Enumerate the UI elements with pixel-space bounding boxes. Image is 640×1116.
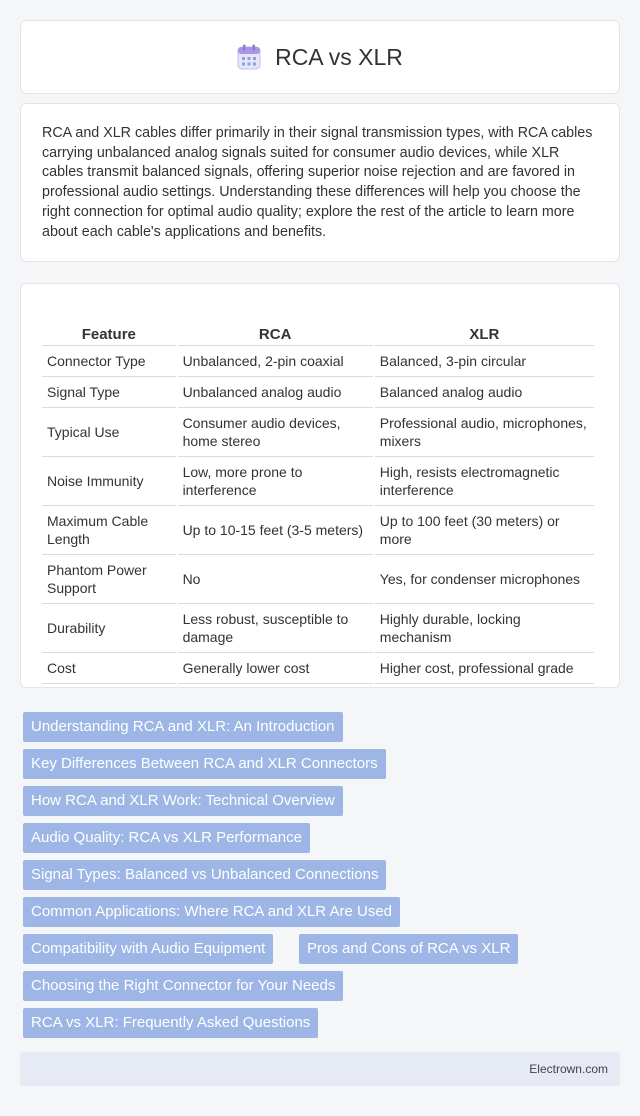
feature-cell: Cost bbox=[42, 653, 176, 684]
toc-link-common-applications[interactable]: Common Applications: Where RCA and XLR Are Used bbox=[23, 897, 400, 927]
feature-cell: Noise Immunity bbox=[42, 457, 176, 506]
toc-link-introduction[interactable]: Understanding RCA and XLR: An Introduction bbox=[23, 712, 343, 742]
feature-cell: Typical Use bbox=[42, 408, 176, 457]
rca-cell: Generally lower cost bbox=[178, 653, 373, 684]
calendar-icon bbox=[237, 44, 261, 70]
header-xlr: XLR bbox=[375, 304, 594, 346]
intro-card bbox=[20, 103, 620, 262]
table-row bbox=[42, 377, 594, 408]
feature-cell: Durability bbox=[42, 604, 176, 653]
table-row bbox=[42, 457, 594, 506]
xlr-cell: Higher cost, professional grade bbox=[375, 653, 594, 684]
xlr-cell: Highly durable, locking mechanism bbox=[375, 604, 594, 653]
toc-link-technical-overview[interactable]: How RCA and XLR Work: Technical Overview bbox=[23, 786, 343, 816]
toc-link-signal-types[interactable]: Signal Types: Balanced vs Unbalanced Connections bbox=[23, 860, 386, 890]
toc-link-choosing-connector[interactable]: Choosing the Right Connector for Your Needs bbox=[23, 971, 343, 1001]
header-rca: RCA bbox=[178, 304, 373, 346]
xlr-cell: Up to 100 feet (30 meters) or more bbox=[375, 506, 594, 555]
rca-cell: Less robust, susceptible to damage bbox=[178, 604, 373, 653]
feature-cell: Connector Type bbox=[42, 346, 176, 377]
table-header-row bbox=[42, 304, 594, 346]
table-row bbox=[42, 346, 594, 377]
comparison-table bbox=[40, 304, 596, 684]
toc-link-key-differences[interactable]: Key Differences Between RCA and XLR Connectors bbox=[23, 749, 386, 779]
table-row bbox=[42, 604, 594, 653]
xlr-cell: Professional audio, microphones, mixers bbox=[375, 408, 594, 457]
footer bbox=[20, 1052, 620, 1086]
intro-paragraph: RCA and XLR cables differ primarily in their signal transmission types, with RCA cables carrying unbalanced analog signals suited for consumer audio devices, while XLR cables transmit balanced signals, offering superior noise rejection and are favored in professional audio settings. Understanding these differences will help you choose the right connection for optimal audio quality; explore the rest of the article to learn more about each cable's applications and benefits. bbox=[42, 125, 593, 240]
feature-cell: Maximum Cable Length bbox=[42, 506, 176, 555]
rca-cell: No bbox=[178, 555, 373, 604]
page-title: RCA vs XLR bbox=[275, 43, 403, 70]
toc-link-audio-quality[interactable]: Audio Quality: RCA vs XLR Performance bbox=[23, 823, 310, 853]
feature-cell: Phantom Power Support bbox=[42, 555, 176, 604]
table-row bbox=[42, 506, 594, 555]
toc-link-compatibility[interactable]: Compatibility with Audio Equipment bbox=[23, 934, 273, 964]
toc-link-faq[interactable]: RCA vs XLR: Frequently Asked Questions bbox=[23, 1008, 318, 1038]
rca-cell: Up to 10-15 feet (3-5 meters) bbox=[178, 506, 373, 555]
feature-cell: Signal Type bbox=[42, 377, 176, 408]
xlr-cell: High, resists electromagnetic interference bbox=[375, 457, 594, 506]
footer-site-name: Electrown.com bbox=[529, 1062, 608, 1076]
rca-cell: Low, more prone to interference bbox=[178, 457, 373, 506]
xlr-cell: Yes, for condenser microphones bbox=[375, 555, 594, 604]
table-row bbox=[42, 653, 594, 684]
toc-link-pros-cons[interactable]: Pros and Cons of RCA vs XLR bbox=[299, 934, 518, 964]
table-row bbox=[42, 408, 594, 457]
xlr-cell: Balanced analog audio bbox=[375, 377, 594, 408]
table-row bbox=[42, 555, 594, 604]
xlr-cell: Balanced, 3-pin circular bbox=[375, 346, 594, 377]
rca-cell: Unbalanced, 2-pin coaxial bbox=[178, 346, 373, 377]
comparison-card bbox=[20, 283, 620, 688]
title-card bbox=[20, 20, 620, 94]
rca-cell: Unbalanced analog audio bbox=[178, 377, 373, 408]
rca-cell: Consumer audio devices, home stereo bbox=[178, 408, 373, 457]
header-feature: Feature bbox=[42, 304, 176, 346]
